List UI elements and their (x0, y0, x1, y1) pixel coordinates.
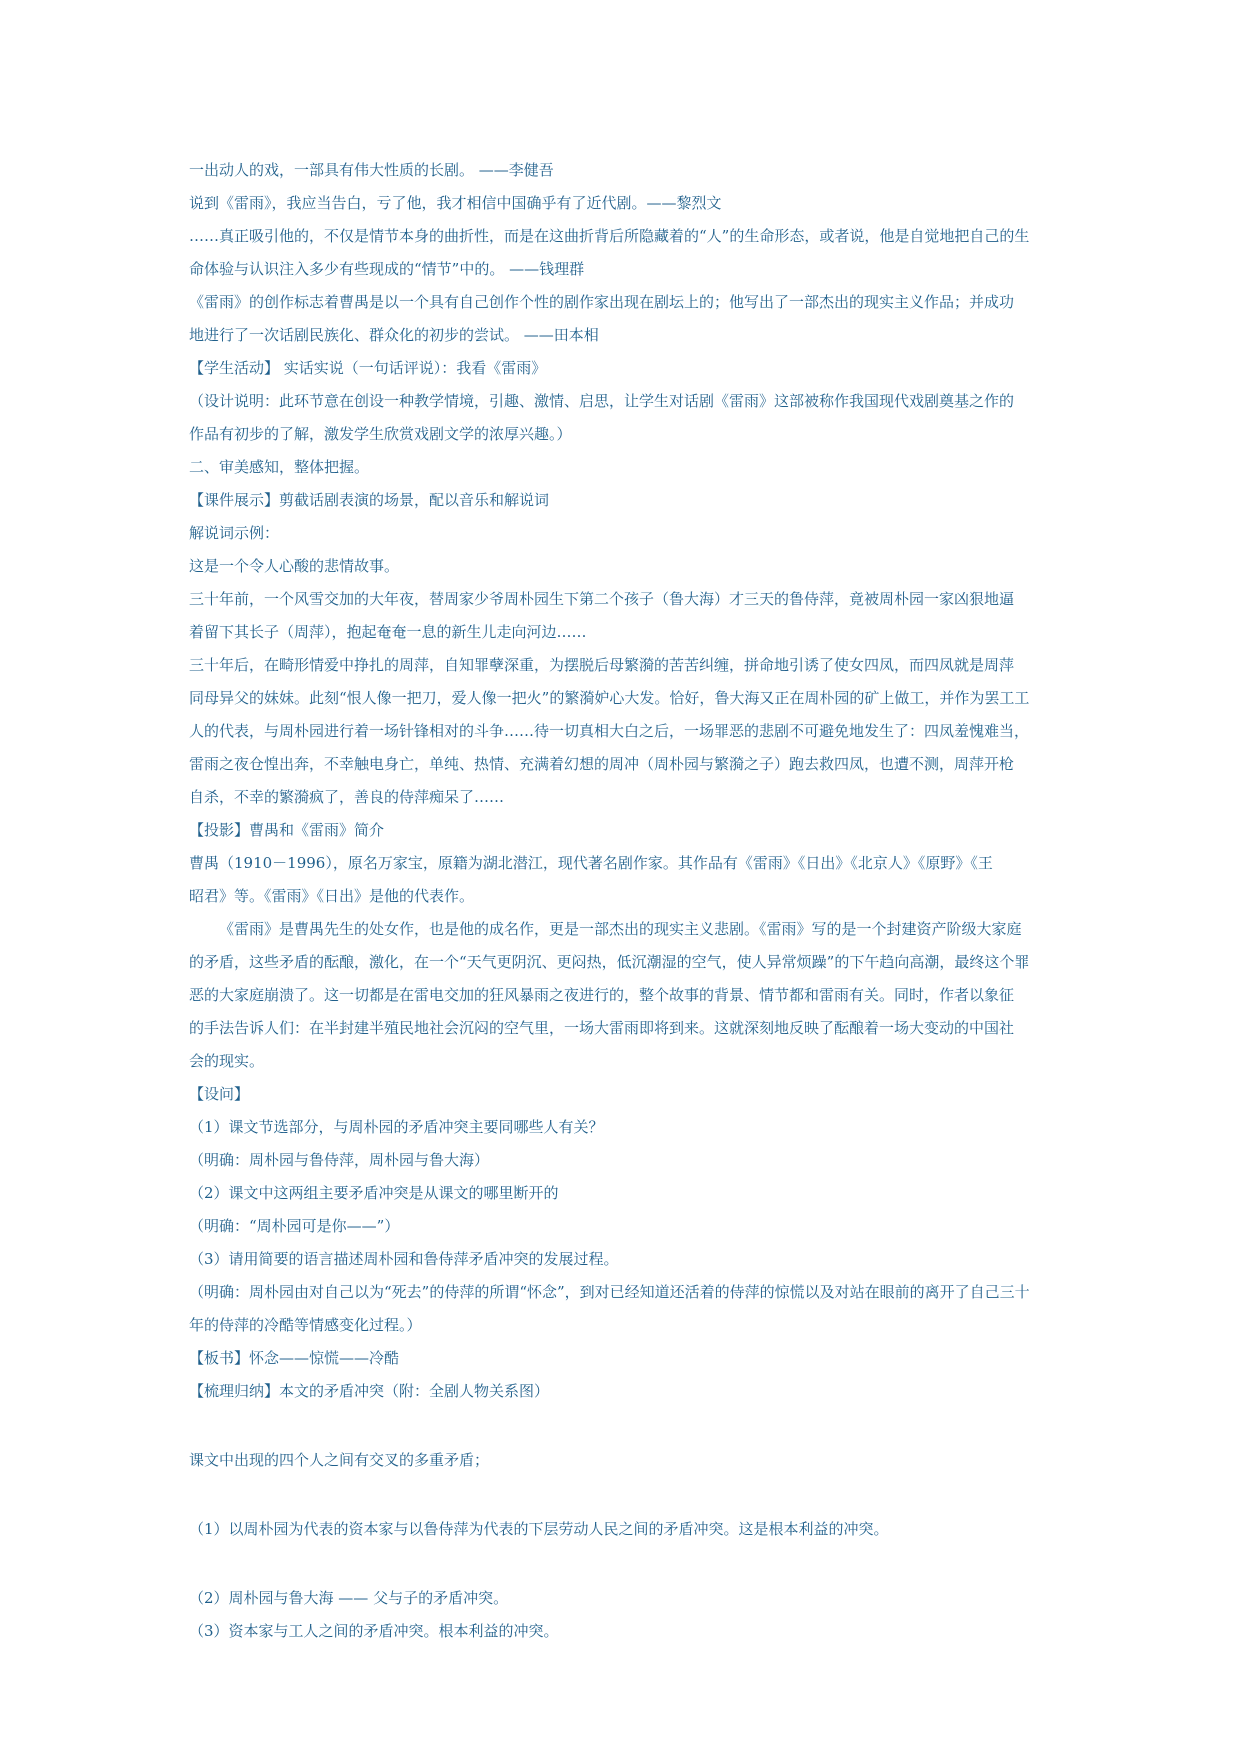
narration-line: 着留下其长子（周萍），抱起奄奄一息的新生儿走向河边…… (189, 623, 587, 641)
narration-line: 同母异父的妹妹。此刻“恨人像一把刀，爱人像一把火”的繁漪妒心大发。恰好，鲁大海又正在周朴园的矿上做工，并作为罢工工 (189, 689, 1030, 707)
design-note-1: （设计说明：此环节意在创设一种教学情境，引趣、激情、启思，让学生对话剧《雷雨》这部被称作我国现代戏剧奠基之作的 (189, 392, 1015, 410)
answer-1: （明确：周朴园与鲁侍萍，周朴园与鲁大海） (189, 1151, 490, 1169)
quote-tian-benxiang-2: 地进行了一次话剧民族化、群众化的初步的尝试。 ——田本相 (189, 326, 599, 344)
answer-3: 年的侍萍的冷酷等情感变化过程。） (189, 1316, 422, 1334)
document-body (189, 154, 1064, 1648)
cao-yu-intro: 昭君》等。《雷雨》《日出》是他的代表作。 (189, 887, 475, 905)
quote-tian-benxiang-1: 《雷雨》的创作标志着曹禺是以一个具有自己创作个性的剧作家出现在剧坛上的；他写出了一部杰出的现实主义作品；并成功 (189, 293, 1015, 311)
conflict-1: （1）以周朴园为代表的资本家与以鲁侍萍为代表的下层劳动人民之间的矛盾冲突。这是根本利益的冲突。 (189, 1520, 889, 1538)
narration-line: 人的代表，与周朴园进行着一场针锋相对的斗争……待一切真相大白之后，一场罪恶的悲剧不可避免地发生了：四凤羞愧难当， (189, 722, 1030, 740)
thunderstorm-intro: 的手法告诉人们：在半封建半殖民地社会沉闷的空气里，一场大雷雨即将到来。这就深刻地反映了酝酿着一场大变动的中国社 (189, 1019, 1015, 1037)
conflict-intro: 课文中出现的四个人之间有交叉的多重矛盾； (189, 1451, 490, 1469)
quote-qian-liqun-2: 命体验与认识注入多少有些现成的“情节”中的。 ——钱理群 (189, 260, 585, 278)
question-2: （2）课文中这两组主要矛盾冲突是从课文的哪里断开的 (189, 1184, 559, 1202)
narration-example-label: 解说词示例： (189, 524, 280, 542)
projection-heading: 【投影】曹禺和《雷雨》简介 (189, 821, 385, 839)
answer-3: （明确：周朴园由对自己以为“死去”的侍萍的所谓“怀念”，到对已经知道还活着的侍萍的惊慌以及对站在眼前的离开了自己三十 (189, 1283, 1030, 1301)
thunderstorm-intro: 的矛盾，这些矛盾的酝酿，激化，在一个“天气更阴沉、更闷热，低沉潮湿的空气，使人异常烦躁”的下午趋向高潮，最终这个罪 (189, 953, 1030, 971)
cao-yu-intro: 曹禺（1910－1996），原名万家宝，原籍为湖北潜江，现代著名剧作家。其作品有《雷雨》《日出》《北京人》《原野》《王 (189, 854, 993, 872)
quote-li-liewen: 说到《雷雨》，我应当告白，亏了他，我才相信中国确乎有了近代剧。——黎烈文 (189, 194, 722, 212)
courseware-display: 【课件展示】剪截话剧表演的场景，配以音乐和解说词 (189, 491, 550, 509)
conflict-2: （2）周朴园与鲁大海 —— 父与子的矛盾冲突。 (189, 1589, 509, 1607)
spacer (189, 1408, 1064, 1444)
narration-line: 雷雨之夜仓惶出奔，不幸触电身亡，单纯、热情、充满着幻想的周冲（周朴园与繁漪之子）跑去救四凤，也遭不测，周萍开枪 (189, 755, 1015, 773)
section-student-activity: 【学生活动】 实话实说（一句话评说）：我看《雷雨》 (189, 359, 547, 377)
question-3: （3）请用简要的语言描述周朴园和鲁侍萍矛盾冲突的发展过程。 (189, 1250, 619, 1268)
narration-line: 这是一个令人心酸的悲情故事。 (189, 557, 400, 575)
summary-heading: 【梳理归纳】本文的矛盾冲突（附：全剧人物关系图） (189, 1382, 550, 1400)
quote-qian-liqun-1: ……真正吸引他的，不仅是情节本身的曲折性，而是在这曲折背后所隐藏着的“人”的生命形态，或者说，他是自觉地把自己的生 (189, 227, 1030, 245)
answer-2: （明确：“周朴园可是你——”） (189, 1217, 400, 1235)
thunderstorm-intro: 恶的大家庭崩溃了。这一切都是在雷电交加的狂风暴雨之夜进行的，整个故事的背景、情节都和雷雨有关。同时，作者以象征 (189, 986, 1015, 1004)
thunderstorm-intro: 《雷雨》是曹禺先生的处女作，也是他的成名作，更是一部杰出的现实主义悲剧。《雷雨》写的是一个封建资产阶级大家庭 (219, 920, 1022, 938)
questions-heading: 【设问】 (189, 1085, 250, 1103)
thunderstorm-intro: 会的现实。 (189, 1052, 265, 1070)
narration-line: 三十年前，一个风雪交加的大年夜，替周家少爷周朴园生下第二个孩子（鲁大海）才三天的鲁侍萍，竟被周朴园一家凶狠地逼 (189, 590, 1015, 608)
question-1: （1）课文节选部分，与周朴园的矛盾冲突主要同哪些人有关？ (189, 1118, 604, 1136)
spacer (189, 1546, 1064, 1582)
spacer (189, 1477, 1064, 1513)
section-heading-2: 二、审美感知，整体把握。 (189, 458, 370, 476)
quote-li-jianwu: 一出动人的戏，一部具有伟大性质的长剧。 ——李健吾 (189, 161, 554, 179)
narration-line: 自杀，不幸的繁漪疯了，善良的侍萍痴呆了…… (189, 788, 505, 806)
narration-line: 三十年后，在畸形情爱中挣扎的周萍，自知罪孽深重，为摆脱后母繁漪的苦苦纠缠，拼命地引诱了使女四凤，而四凤就是周萍 (189, 656, 1015, 674)
blackboard-writing: 【板书】怀念——惊慌——冷酷 (189, 1349, 400, 1367)
design-note-2: 作品有初步的了解，激发学生欣赏戏剧文学的浓厚兴趣。） (189, 425, 572, 443)
conflict-3: （3）资本家与工人之间的矛盾冲突。根本利益的冲突。 (189, 1622, 559, 1640)
